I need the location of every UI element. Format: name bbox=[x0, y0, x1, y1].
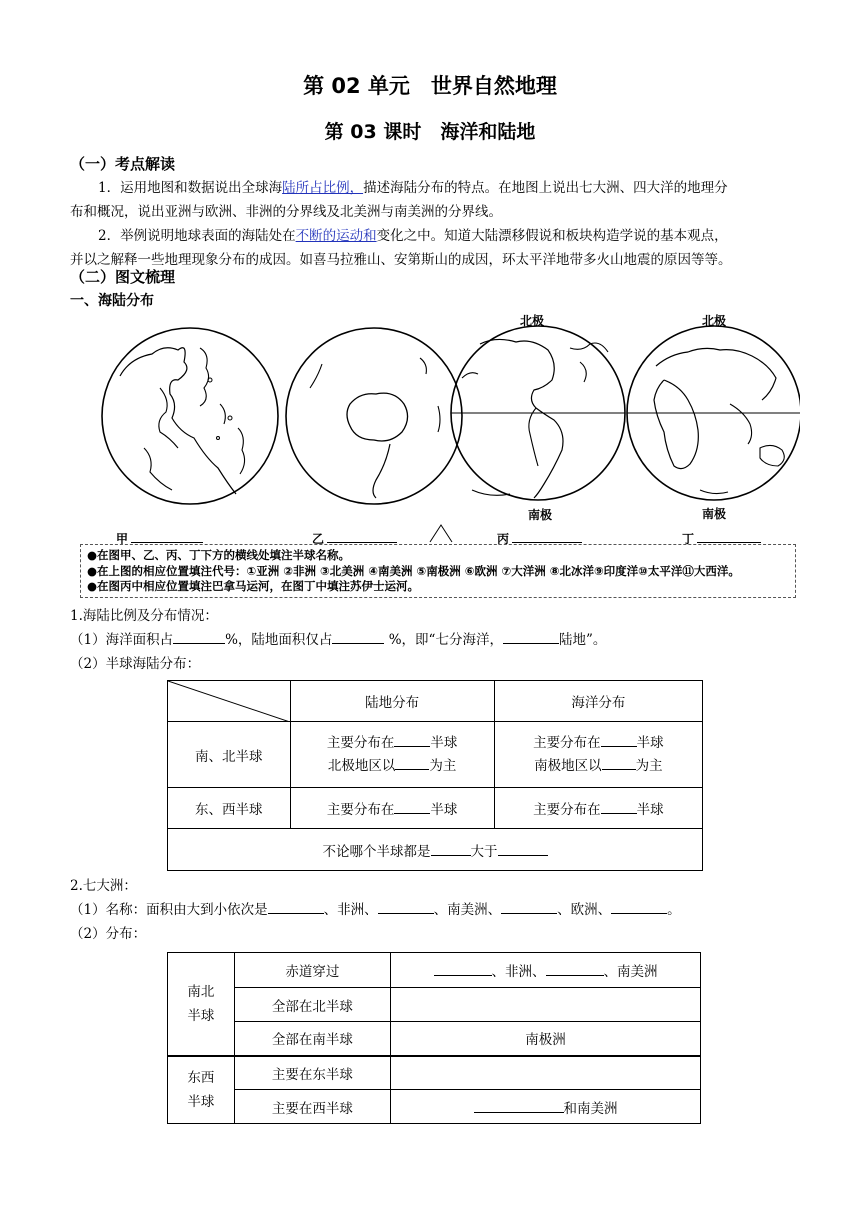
row-ew-label: 东、西半球 bbox=[168, 788, 291, 829]
lesson-title: 第 03 课时 海洋和陆地 bbox=[324, 121, 536, 143]
hemisphere-distribution-table bbox=[167, 680, 703, 871]
ns-ocean-b2: 为主 bbox=[635, 757, 663, 774]
q2-l1-e: 。 bbox=[667, 902, 681, 918]
blank-continent-3[interactable] bbox=[378, 899, 434, 914]
ns-ocean-line-a bbox=[495, 732, 702, 755]
north-pole-label-ding: 北极 bbox=[702, 314, 727, 328]
row-ns-label: 南、北半球 bbox=[168, 722, 291, 788]
ew-land-1: 主要分布在 bbox=[326, 802, 395, 818]
group-ns-line1: 南北 bbox=[187, 983, 215, 1000]
blank-continent-1[interactable] bbox=[268, 899, 324, 914]
ns-ocean-line-b bbox=[495, 755, 702, 778]
p1-text-c: 布和概况，说出亚洲与欧洲、非洲的分界线及北美洲与南美洲的分界线。 bbox=[70, 204, 502, 220]
ns-land-b2: 为主 bbox=[429, 757, 457, 774]
ns-land-line-b bbox=[291, 755, 494, 778]
unit-title: 第 02 单元 世界自然地理 bbox=[303, 74, 557, 98]
globe-jia bbox=[102, 328, 278, 504]
q2-l1-a: （1）名称：面积由大到小依次是 bbox=[70, 902, 268, 918]
equator-v-a: 、非洲、 bbox=[491, 964, 546, 980]
blank-ns-land-hemi[interactable] bbox=[394, 732, 430, 747]
ns-land-line-a bbox=[291, 732, 494, 755]
group-ew-label bbox=[168, 1056, 235, 1124]
blank-footer-1[interactable] bbox=[431, 841, 471, 856]
ns-land-cell bbox=[290, 722, 494, 788]
separator-caret-icon bbox=[428, 522, 454, 544]
blank-continent-7[interactable] bbox=[611, 899, 667, 914]
blank-ding[interactable] bbox=[697, 528, 761, 543]
blank-arctic[interactable] bbox=[395, 755, 429, 770]
label-ding-text: 丁 bbox=[682, 532, 695, 546]
instruction-box bbox=[80, 544, 796, 598]
p2-link[interactable]: 不断的运动和 bbox=[295, 228, 377, 244]
blank-bing[interactable] bbox=[512, 528, 582, 543]
row-equator-value bbox=[391, 953, 701, 988]
q1-line1 bbox=[70, 628, 606, 652]
q1-line2: （2）半球海陆分布： bbox=[70, 656, 201, 672]
note-3: ●在图丙中相应位置填注巴拿马运河，在图丁中填注苏伊士运河。 bbox=[87, 579, 420, 593]
p1-text-b: 描述海陆分布的特点。在地图上说出七大洲、四大洋的地理分 bbox=[363, 180, 728, 196]
blank-equator-2[interactable] bbox=[546, 961, 604, 976]
blank-ew-land[interactable] bbox=[394, 799, 430, 814]
footer-a: 不论哪个半球都是 bbox=[322, 843, 431, 860]
row-equator-label: 赤道穿过 bbox=[234, 953, 390, 988]
header-land: 陆地分布 bbox=[290, 681, 494, 722]
row-east-value[interactable] bbox=[391, 1056, 701, 1090]
ns-land-b1: 北极地区以 bbox=[327, 757, 396, 774]
continent-distribution-table bbox=[167, 952, 701, 1124]
q2-l1-b: 、非洲、 bbox=[323, 902, 378, 918]
note-1: ●在图甲、乙、丙、丁下方的横线处填注半球名称。 bbox=[87, 548, 351, 562]
blank-yi[interactable] bbox=[327, 528, 397, 543]
south-pole-label-ding: 南极 bbox=[702, 507, 727, 521]
ns-land-a2: 半球 bbox=[430, 734, 458, 751]
section-heading-1: （一）考点解读 bbox=[70, 155, 176, 173]
q2-heading: 2.七大洲： bbox=[70, 878, 137, 894]
group-ew-line1: 东西 bbox=[187, 1069, 215, 1086]
equator-v-b: 、南美洲 bbox=[603, 964, 658, 980]
group-ew-line2: 半球 bbox=[187, 1093, 215, 1110]
blank-west[interactable] bbox=[474, 1098, 564, 1113]
row-north-label: 全部在北半球 bbox=[234, 988, 390, 1022]
q2-line1 bbox=[70, 898, 681, 922]
q1-l1-c: %，即“七分海洋， bbox=[384, 632, 503, 648]
table1-footer bbox=[168, 829, 703, 871]
diagonal-header-cell bbox=[168, 681, 291, 722]
ew-ocean-cell bbox=[494, 788, 702, 829]
row-east-label: 主要在东半球 bbox=[234, 1056, 390, 1090]
p2-text-a: 2．举例说明地球表面的海陆处在 bbox=[98, 228, 296, 244]
blank-land-ratio[interactable] bbox=[503, 629, 559, 644]
blank-antarctic[interactable] bbox=[602, 755, 636, 770]
globe-yi bbox=[286, 328, 462, 504]
ns-ocean-a1: 主要分布在 bbox=[533, 734, 601, 751]
group-ns-line2: 半球 bbox=[187, 1007, 215, 1024]
row-south-value: 南极洲 bbox=[391, 1022, 701, 1056]
blank-continent-5[interactable] bbox=[501, 899, 557, 914]
q1-l1-a: （1）海洋面积占 bbox=[70, 632, 174, 648]
q1-l1-b: %，陆地面积仅占 bbox=[225, 632, 333, 648]
blank-footer-2[interactable] bbox=[498, 841, 548, 856]
ew-land-2: 半球 bbox=[430, 802, 458, 818]
label-yi-text: 乙 bbox=[312, 532, 325, 546]
p2-text-c: 并以之解释一些地理现象分布的成因。如喜马拉雅山、安第斯山的成因，环太平洋地带多火山地震的原因等等。 bbox=[70, 252, 732, 268]
section-heading-2: （二）图文梳理 bbox=[70, 268, 176, 286]
row-south-label: 全部在南半球 bbox=[234, 1022, 390, 1056]
q2-l1-c: 、南美洲、 bbox=[433, 902, 502, 918]
south-pole-label-bing: 南极 bbox=[528, 508, 553, 522]
objective-paragraph-1 bbox=[70, 176, 810, 224]
hemisphere-maps bbox=[60, 308, 800, 518]
p1-text-a: 1．运用地图和数据说出全球海 bbox=[98, 180, 283, 196]
north-pole-label-bing: 北极 bbox=[520, 314, 545, 328]
blank-ew-ocean[interactable] bbox=[601, 799, 637, 814]
q2-l1-d: 、欧洲、 bbox=[557, 902, 612, 918]
group-ns-label bbox=[168, 953, 235, 1056]
header-ocean: 海洋分布 bbox=[494, 681, 702, 722]
ew-ocean-1: 主要分布在 bbox=[533, 802, 601, 818]
blank-ns-ocean-hemi[interactable] bbox=[601, 732, 637, 747]
objective-paragraph-2 bbox=[70, 224, 810, 272]
ns-ocean-cell bbox=[494, 722, 702, 788]
blank-land-pct[interactable] bbox=[332, 629, 384, 644]
note-2: ●在上图的相应位置填注代号：①亚洲 ②非洲 ③北美洲 ④南美洲 ⑤南极洲 ⑥欧洲 ⑦大洋洲 ⑧北冰洋⑨印度洋⑩太平洋⑪大西洋。 bbox=[87, 563, 740, 578]
row-west-label: 主要在西半球 bbox=[234, 1090, 390, 1124]
row-west-value bbox=[391, 1090, 701, 1124]
q2-line2: （2）分布： bbox=[70, 926, 147, 942]
west-v: 和南美洲 bbox=[563, 1100, 618, 1117]
ew-ocean-2: 半球 bbox=[636, 802, 664, 818]
footer-b: 大于 bbox=[470, 843, 498, 860]
ns-ocean-a2: 半球 bbox=[636, 734, 664, 751]
subheading-land-sea: 一、海陆分布 bbox=[70, 293, 154, 309]
blank-jia[interactable] bbox=[131, 528, 203, 543]
row-north-value[interactable] bbox=[391, 988, 701, 1022]
p1-link[interactable]: 陆所占比例， bbox=[282, 180, 364, 196]
ns-land-a1: 主要分布在 bbox=[326, 734, 395, 751]
ew-land-cell bbox=[290, 788, 494, 829]
diagonal-line bbox=[168, 681, 290, 722]
ns-ocean-b1: 南极地区以 bbox=[534, 757, 602, 774]
blank-ocean-pct[interactable] bbox=[173, 629, 225, 644]
q1-l1-d: 陆地”。 bbox=[558, 632, 607, 648]
globe-bing bbox=[451, 326, 625, 500]
label-bing-text: 丙 bbox=[497, 532, 510, 546]
q1-heading: 1.海陆比例及分布情况： bbox=[70, 608, 218, 624]
label-jia-text: 甲 bbox=[116, 532, 129, 546]
p2-text-b: 变化之中。知道大陆漂移假说和板块构造学说的基本观点， bbox=[376, 228, 728, 244]
blank-equator-1[interactable] bbox=[434, 961, 492, 976]
